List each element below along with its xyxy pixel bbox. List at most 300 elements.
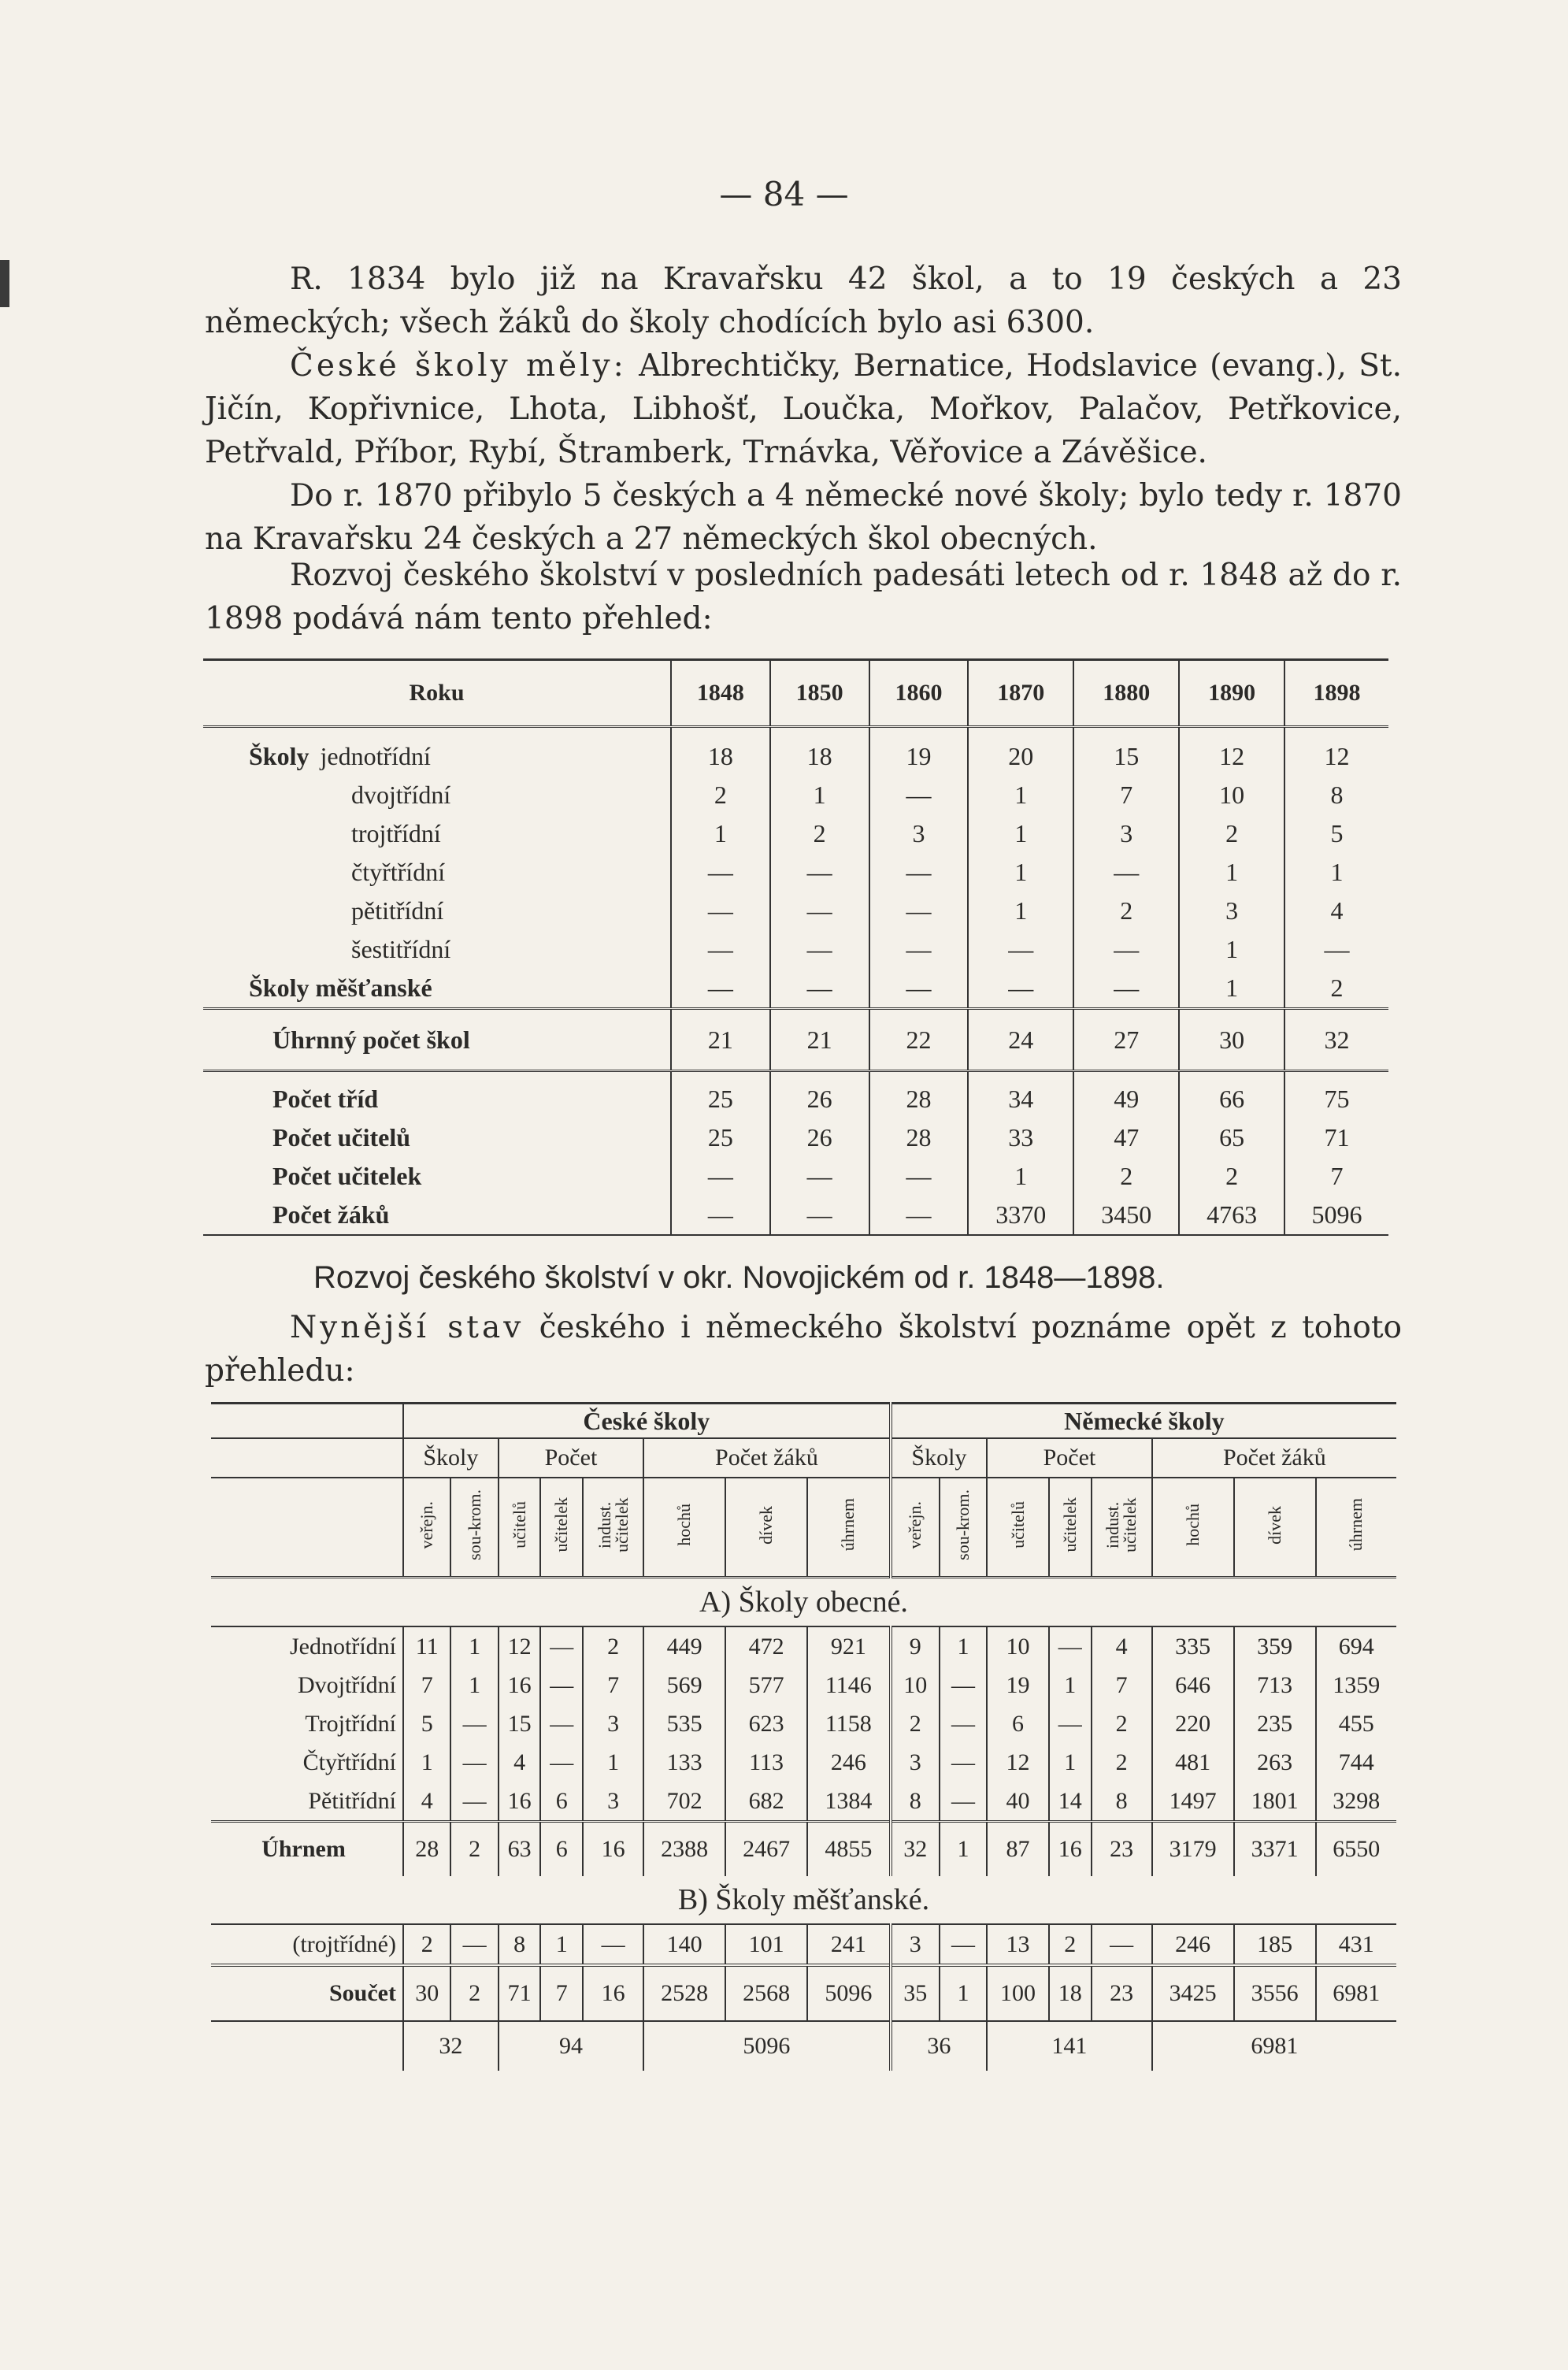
col-header xyxy=(807,1478,891,1578)
cell: 16 xyxy=(499,1782,541,1822)
col-header-text: učitelů xyxy=(509,1501,529,1548)
cell: — xyxy=(450,1782,498,1822)
section-title xyxy=(211,1578,1396,1627)
cell: 2 xyxy=(671,776,770,814)
cell: 3 xyxy=(891,1743,940,1782)
row-label xyxy=(203,727,671,777)
col-header-text: hochů xyxy=(674,1504,695,1546)
cell: 1 xyxy=(1049,1666,1092,1704)
cell: 10 xyxy=(891,1666,940,1704)
cell: 449 xyxy=(643,1626,725,1666)
cell: 3556 xyxy=(1234,1965,1316,2021)
cell: 682 xyxy=(725,1782,807,1822)
col-header xyxy=(1152,1478,1234,1578)
cell: — xyxy=(869,776,969,814)
table1-stat-row xyxy=(203,1118,1388,1157)
row-type: čtyřtřídní xyxy=(351,858,446,886)
cell: 1 xyxy=(671,814,770,853)
cell: 455 xyxy=(1316,1704,1396,1743)
stat-label: Počet tříd xyxy=(272,1085,379,1113)
cell: — xyxy=(1073,853,1179,892)
cell: 30 xyxy=(1179,1009,1284,1071)
t2-row xyxy=(211,1666,1396,1704)
sub-header: Počet žáků xyxy=(1152,1438,1396,1478)
cell: 71 xyxy=(1284,1118,1388,1157)
cell: — xyxy=(540,1626,583,1666)
paragraph-2-lead: České školy měly: xyxy=(290,348,627,384)
cell: — xyxy=(540,1743,583,1782)
cell: 246 xyxy=(1152,1924,1234,1965)
table1-caption: Rozvoj českého školství v okr. Novojickém od r. 1848—1898. xyxy=(313,1260,1165,1295)
cell: — xyxy=(940,1924,987,1965)
col-header xyxy=(643,1478,725,1578)
cell: — xyxy=(869,892,969,930)
final-sum: 6981 xyxy=(1152,2021,1396,2071)
table1-row xyxy=(203,727,1388,777)
cell: 1 xyxy=(1179,853,1284,892)
cell: 27 xyxy=(1073,1009,1179,1071)
col-header-text: úhrnem xyxy=(838,1498,858,1552)
cell: — xyxy=(869,853,969,892)
cell: 8 xyxy=(1092,1782,1152,1822)
row-type: trojtřídní xyxy=(351,819,441,847)
cell: — xyxy=(671,969,770,1009)
cell: 335 xyxy=(1152,1626,1234,1666)
row-group: Školy xyxy=(249,742,310,770)
cell: 19 xyxy=(987,1666,1049,1704)
cell: 246 xyxy=(807,1743,891,1782)
cell: 185 xyxy=(1234,1924,1316,1965)
cell: 2 xyxy=(1092,1704,1152,1743)
cell: — xyxy=(450,1704,498,1743)
cell: 220 xyxy=(1152,1704,1234,1743)
header-year: 1880 xyxy=(1073,660,1179,727)
row-label: (trojtřídné) xyxy=(292,1930,396,1957)
col-header-text: veřejn. xyxy=(417,1500,437,1549)
cell: — xyxy=(940,1743,987,1782)
sub-header: Školy xyxy=(891,1438,987,1478)
cell: 1359 xyxy=(1316,1666,1396,1704)
cell: 2528 xyxy=(643,1965,725,2021)
cell: 535 xyxy=(643,1704,725,1743)
cell: 431 xyxy=(1316,1924,1396,1965)
col-header-text: dívek xyxy=(756,1505,777,1545)
table1-row xyxy=(203,969,1388,1009)
cell: 2 xyxy=(891,1704,940,1743)
cell: — xyxy=(1092,1924,1152,1965)
cell: — xyxy=(671,1196,770,1235)
t2-grand-row xyxy=(211,1965,1396,2021)
development-table xyxy=(203,658,1388,1236)
cell: 1 xyxy=(770,776,869,814)
cell: 18 xyxy=(1049,1965,1092,2021)
cell: 15 xyxy=(499,1704,541,1743)
cell: 113 xyxy=(725,1743,807,1782)
cell: 10 xyxy=(1179,776,1284,814)
col-header-text: sou-krom. xyxy=(952,1489,973,1560)
cell: 24 xyxy=(968,1009,1073,1071)
cell: 1 xyxy=(403,1743,450,1782)
cell: 6981 xyxy=(1316,1965,1396,2021)
t2-final-row xyxy=(211,2021,1396,2071)
blank-cell xyxy=(211,2021,403,2071)
table1-row xyxy=(203,814,1388,853)
col-header xyxy=(987,1478,1049,1578)
cell: 1 xyxy=(968,1157,1073,1196)
cell: 4855 xyxy=(807,1822,891,1877)
cell: 1 xyxy=(540,1924,583,1965)
blank-cell xyxy=(211,1478,403,1578)
cell: 18 xyxy=(770,727,869,777)
header-year: 1848 xyxy=(671,660,770,727)
cell: 577 xyxy=(725,1666,807,1704)
col-header xyxy=(450,1478,498,1578)
cell: 1497 xyxy=(1152,1782,1234,1822)
cell: 5096 xyxy=(807,1965,891,2021)
cell: 481 xyxy=(1152,1743,1234,1782)
cell: 1 xyxy=(583,1743,643,1782)
row-label xyxy=(203,969,671,1009)
table1-row xyxy=(203,892,1388,930)
cell: 2 xyxy=(770,814,869,853)
paragraph-3: Do r. 1870 přibylo 5 českých a 4 německé nové školy; bylo tedy r. 1870 na Kravařsku 24 českých a 27 německých škol obecných. xyxy=(205,478,1402,557)
cell: 32 xyxy=(891,1822,940,1877)
col-header-text: sou-krom. xyxy=(464,1489,484,1560)
cell: 4 xyxy=(499,1743,541,1782)
cell: 2 xyxy=(1092,1743,1152,1782)
cell: 7 xyxy=(1073,776,1179,814)
cell: 1 xyxy=(1049,1743,1092,1782)
row-group: Školy měšťanské xyxy=(249,974,432,1002)
paragraph-4: Rozvoj českého školství v posledních padesáti letech od r. 1848 až do r. 1898 podává nám tento přehled: xyxy=(205,558,1402,636)
header-year-label: Roku xyxy=(203,660,671,727)
cell: 1 xyxy=(1284,853,1388,892)
cell: 472 xyxy=(725,1626,807,1666)
header-year: 1870 xyxy=(968,660,1073,727)
cell: 1 xyxy=(1179,930,1284,969)
paragraph-5 xyxy=(205,1306,1402,1393)
cell: 66 xyxy=(1179,1071,1284,1119)
cell: 26 xyxy=(770,1118,869,1157)
cell: — xyxy=(583,1924,643,1965)
col-header xyxy=(540,1478,583,1578)
sub-header: Počet žáků xyxy=(643,1438,891,1478)
cell: — xyxy=(1049,1704,1092,1743)
t2-row xyxy=(211,1704,1396,1743)
cell: 2568 xyxy=(725,1965,807,2021)
paragraph-1: R. 1834 bylo již na Kravařsku 42 škol, a to 19 českých a 23 německých; všech žáků do školy chodících bylo asi 6300. xyxy=(205,261,1402,340)
col-header-text: veřejn. xyxy=(905,1500,925,1549)
t2-row xyxy=(211,1743,1396,1782)
cell: 21 xyxy=(770,1009,869,1071)
cell: 2 xyxy=(583,1626,643,1666)
cell: 2 xyxy=(403,1924,450,1965)
cell: 1 xyxy=(940,1822,987,1877)
cell: 623 xyxy=(725,1704,807,1743)
page-number: — 84 — xyxy=(719,175,849,213)
col-header-text: indust. učitelek xyxy=(1103,1497,1140,1552)
cell: 4763 xyxy=(1179,1196,1284,1235)
cell: 40 xyxy=(987,1782,1049,1822)
col-header xyxy=(1234,1478,1316,1578)
cell: 133 xyxy=(643,1743,725,1782)
cell: 71 xyxy=(499,1965,541,2021)
row-label: Čtyřtřídní xyxy=(302,1749,396,1775)
section-label: B) Školy měšťanské. xyxy=(211,1876,1396,1924)
cell: 3 xyxy=(1073,814,1179,853)
cell: — xyxy=(770,1157,869,1196)
table1-row xyxy=(203,776,1388,814)
cell: 1 xyxy=(968,892,1073,930)
cell: — xyxy=(940,1704,987,1743)
row-type: jednotřídní xyxy=(320,742,431,770)
cell: 3 xyxy=(583,1782,643,1822)
cell: 4 xyxy=(1284,892,1388,930)
final-sum: 94 xyxy=(499,2021,643,2071)
cell: 47 xyxy=(1073,1118,1179,1157)
row-type: pětitřídní xyxy=(351,896,444,925)
cell: — xyxy=(671,853,770,892)
row-label: Dvojtřídní xyxy=(298,1671,396,1698)
header-year: 1890 xyxy=(1179,660,1284,727)
final-sum: 36 xyxy=(891,2021,987,2071)
cell: 1 xyxy=(968,776,1073,814)
col-header xyxy=(1049,1478,1092,1578)
cell: 13 xyxy=(987,1924,1049,1965)
row-label xyxy=(203,892,671,930)
col-header xyxy=(403,1478,450,1578)
sub-header: Počet xyxy=(499,1438,643,1478)
sub-header: Školy xyxy=(403,1438,499,1478)
cell: 713 xyxy=(1234,1666,1316,1704)
row-type: šestitřídní xyxy=(351,935,451,963)
section-label: A) Školy obecné. xyxy=(211,1578,1396,1627)
group-czech: České školy xyxy=(403,1404,891,1439)
cell: 3 xyxy=(869,814,969,853)
cell: 2 xyxy=(1073,1157,1179,1196)
cell: — xyxy=(869,969,969,1009)
cell: 63 xyxy=(499,1822,541,1877)
sum-label: Úhrnný počet škol xyxy=(203,1009,671,1071)
cell: 75 xyxy=(1284,1071,1388,1119)
cell: 21 xyxy=(671,1009,770,1071)
group-german: Německé školy xyxy=(891,1404,1396,1439)
t2-sub-header xyxy=(211,1438,1396,1478)
cell: 3450 xyxy=(1073,1196,1179,1235)
cell: 2 xyxy=(1073,892,1179,930)
cell: — xyxy=(770,853,869,892)
cell: 6 xyxy=(540,1822,583,1877)
cell: 646 xyxy=(1152,1666,1234,1704)
paragraph-2-text: Albrechtičky, Bernatice, Hodslavice (evang.), St. Jičín, Kopřivnice, Lhota, Libhošť, Loučka, Mořkov, Palačov, Petřkovice, Petřvald, Příbor, Rybí, Štramberk, Trnávka, Věřovice a Závěšice. xyxy=(205,348,1403,470)
cell: — xyxy=(671,1157,770,1196)
cell: 241 xyxy=(807,1924,891,1965)
col-header-text: učitelek xyxy=(1059,1497,1080,1552)
final-sum: 5096 xyxy=(643,2021,891,2071)
cell: 1384 xyxy=(807,1782,891,1822)
cell: 3 xyxy=(583,1704,643,1743)
cell: 1 xyxy=(1179,969,1284,1009)
cell: — xyxy=(770,930,869,969)
cell: 8 xyxy=(891,1782,940,1822)
cell: 23 xyxy=(1092,1822,1152,1877)
cell: — xyxy=(540,1666,583,1704)
cell: 18 xyxy=(671,727,770,777)
col-header xyxy=(1316,1478,1396,1578)
t2-row xyxy=(211,1782,1396,1822)
cell: 19 xyxy=(869,727,969,777)
t2-row xyxy=(211,1626,1396,1666)
cell: 9 xyxy=(891,1626,940,1666)
t2-group-header xyxy=(211,1404,1396,1439)
cell: 23 xyxy=(1092,1965,1152,2021)
cell: 2 xyxy=(1284,969,1388,1009)
col-header-text: učitelek xyxy=(551,1497,572,1552)
cell: 7 xyxy=(583,1666,643,1704)
cell: 28 xyxy=(403,1822,450,1877)
col-header xyxy=(891,1478,940,1578)
cell: 8 xyxy=(1284,776,1388,814)
row-label xyxy=(203,814,671,853)
cell: 744 xyxy=(1316,1743,1396,1782)
table1-stat-row xyxy=(203,1157,1388,1196)
header-year: 1898 xyxy=(1284,660,1388,727)
cell: 1158 xyxy=(807,1704,891,1743)
cell: 2 xyxy=(1179,1157,1284,1196)
cell: 7 xyxy=(403,1666,450,1704)
cell: 87 xyxy=(987,1822,1049,1877)
row-label: Jednotřídní xyxy=(290,1633,396,1660)
cell: 2 xyxy=(450,1965,498,2021)
row-label: Úhrnem xyxy=(211,1822,403,1877)
stat-label: Počet učitelek xyxy=(272,1162,422,1190)
cell: — xyxy=(1049,1626,1092,1666)
cell: 16 xyxy=(583,1965,643,2021)
cell: 2 xyxy=(450,1822,498,1877)
cell: 10 xyxy=(987,1626,1049,1666)
cell: 2467 xyxy=(725,1822,807,1877)
cell: — xyxy=(869,930,969,969)
cell: 33 xyxy=(968,1118,1073,1157)
cell: 49 xyxy=(1073,1071,1179,1119)
cell: 235 xyxy=(1234,1704,1316,1743)
cell: 2388 xyxy=(643,1822,725,1877)
col-header xyxy=(940,1478,987,1578)
t2-row-b xyxy=(211,1924,1396,1965)
cell: 11 xyxy=(403,1626,450,1666)
cell: — xyxy=(940,1666,987,1704)
row-label: Trojtřídní xyxy=(305,1710,396,1737)
col-header-text: úhrnem xyxy=(1346,1498,1366,1552)
cell: 140 xyxy=(643,1924,725,1965)
table1-stat-row xyxy=(203,1071,1388,1119)
t2-total-row xyxy=(211,1822,1396,1877)
cell: 1 xyxy=(968,814,1073,853)
section-title xyxy=(211,1876,1396,1924)
cell: 2 xyxy=(1049,1924,1092,1965)
cell: — xyxy=(770,969,869,1009)
current-state-table xyxy=(211,1402,1396,2071)
row-label xyxy=(203,853,671,892)
cell: 22 xyxy=(869,1009,969,1071)
cell: 28 xyxy=(869,1071,969,1119)
paragraph-2 xyxy=(205,344,1402,474)
col-header-text: učitelů xyxy=(1007,1501,1028,1548)
col-header xyxy=(725,1478,807,1578)
cell: — xyxy=(1073,969,1179,1009)
cell: 1 xyxy=(450,1626,498,1666)
cell: 28 xyxy=(869,1118,969,1157)
col-header-text: dívek xyxy=(1264,1505,1284,1545)
cell: 1801 xyxy=(1234,1782,1316,1822)
cell: 3370 xyxy=(968,1196,1073,1235)
col-header-text: indust. učitelek xyxy=(594,1497,632,1552)
cell: 702 xyxy=(643,1782,725,1822)
cell: 6550 xyxy=(1316,1822,1396,1877)
cell: — xyxy=(671,892,770,930)
cell: 5096 xyxy=(1284,1196,1388,1235)
page-edge-mark xyxy=(0,260,9,307)
cell: 20 xyxy=(968,727,1073,777)
cell: 3425 xyxy=(1152,1965,1234,2021)
header-year: 1860 xyxy=(869,660,969,727)
cell: 3179 xyxy=(1152,1822,1234,1877)
cell: 6 xyxy=(987,1704,1049,1743)
final-sum: 141 xyxy=(987,2021,1152,2071)
cell: 12 xyxy=(499,1626,541,1666)
cell: 35 xyxy=(891,1965,940,2021)
cell: 34 xyxy=(968,1071,1073,1119)
table1-row xyxy=(203,853,1388,892)
cell: 16 xyxy=(1049,1822,1092,1877)
paragraph-5-lead: Nynější stav xyxy=(290,1310,525,1345)
cell: 15 xyxy=(1073,727,1179,777)
cell: 3 xyxy=(1179,892,1284,930)
cell: 16 xyxy=(583,1822,643,1877)
row-label: Pětitřídní xyxy=(308,1787,396,1814)
cell: — xyxy=(968,930,1073,969)
col-header-text: hochů xyxy=(1182,1504,1203,1546)
cell: 694 xyxy=(1316,1626,1396,1666)
cell: 359 xyxy=(1234,1626,1316,1666)
cell: — xyxy=(671,930,770,969)
cell: 1 xyxy=(940,1965,987,2021)
t2-col-header xyxy=(211,1478,1396,1578)
cell: 3298 xyxy=(1316,1782,1396,1822)
header-year: 1850 xyxy=(770,660,869,727)
cell: — xyxy=(968,969,1073,1009)
cell: 12 xyxy=(1284,727,1388,777)
cell: 25 xyxy=(671,1071,770,1119)
cell: 8 xyxy=(499,1924,541,1965)
col-header xyxy=(499,1478,541,1578)
cell: 921 xyxy=(807,1626,891,1666)
cell: — xyxy=(770,892,869,930)
cell: 3371 xyxy=(1234,1822,1316,1877)
table1-sum-row xyxy=(203,1009,1388,1071)
stat-label: Počet žáků xyxy=(203,1196,671,1235)
cell: — xyxy=(869,1157,969,1196)
cell: 101 xyxy=(725,1924,807,1965)
cell: 1 xyxy=(450,1666,498,1704)
cell: — xyxy=(869,1196,969,1235)
final-sum: 32 xyxy=(403,2021,499,2071)
cell: 4 xyxy=(1092,1626,1152,1666)
cell: 1 xyxy=(968,853,1073,892)
col-header xyxy=(583,1478,643,1578)
cell: 7 xyxy=(1092,1666,1152,1704)
cell: — xyxy=(450,1743,498,1782)
